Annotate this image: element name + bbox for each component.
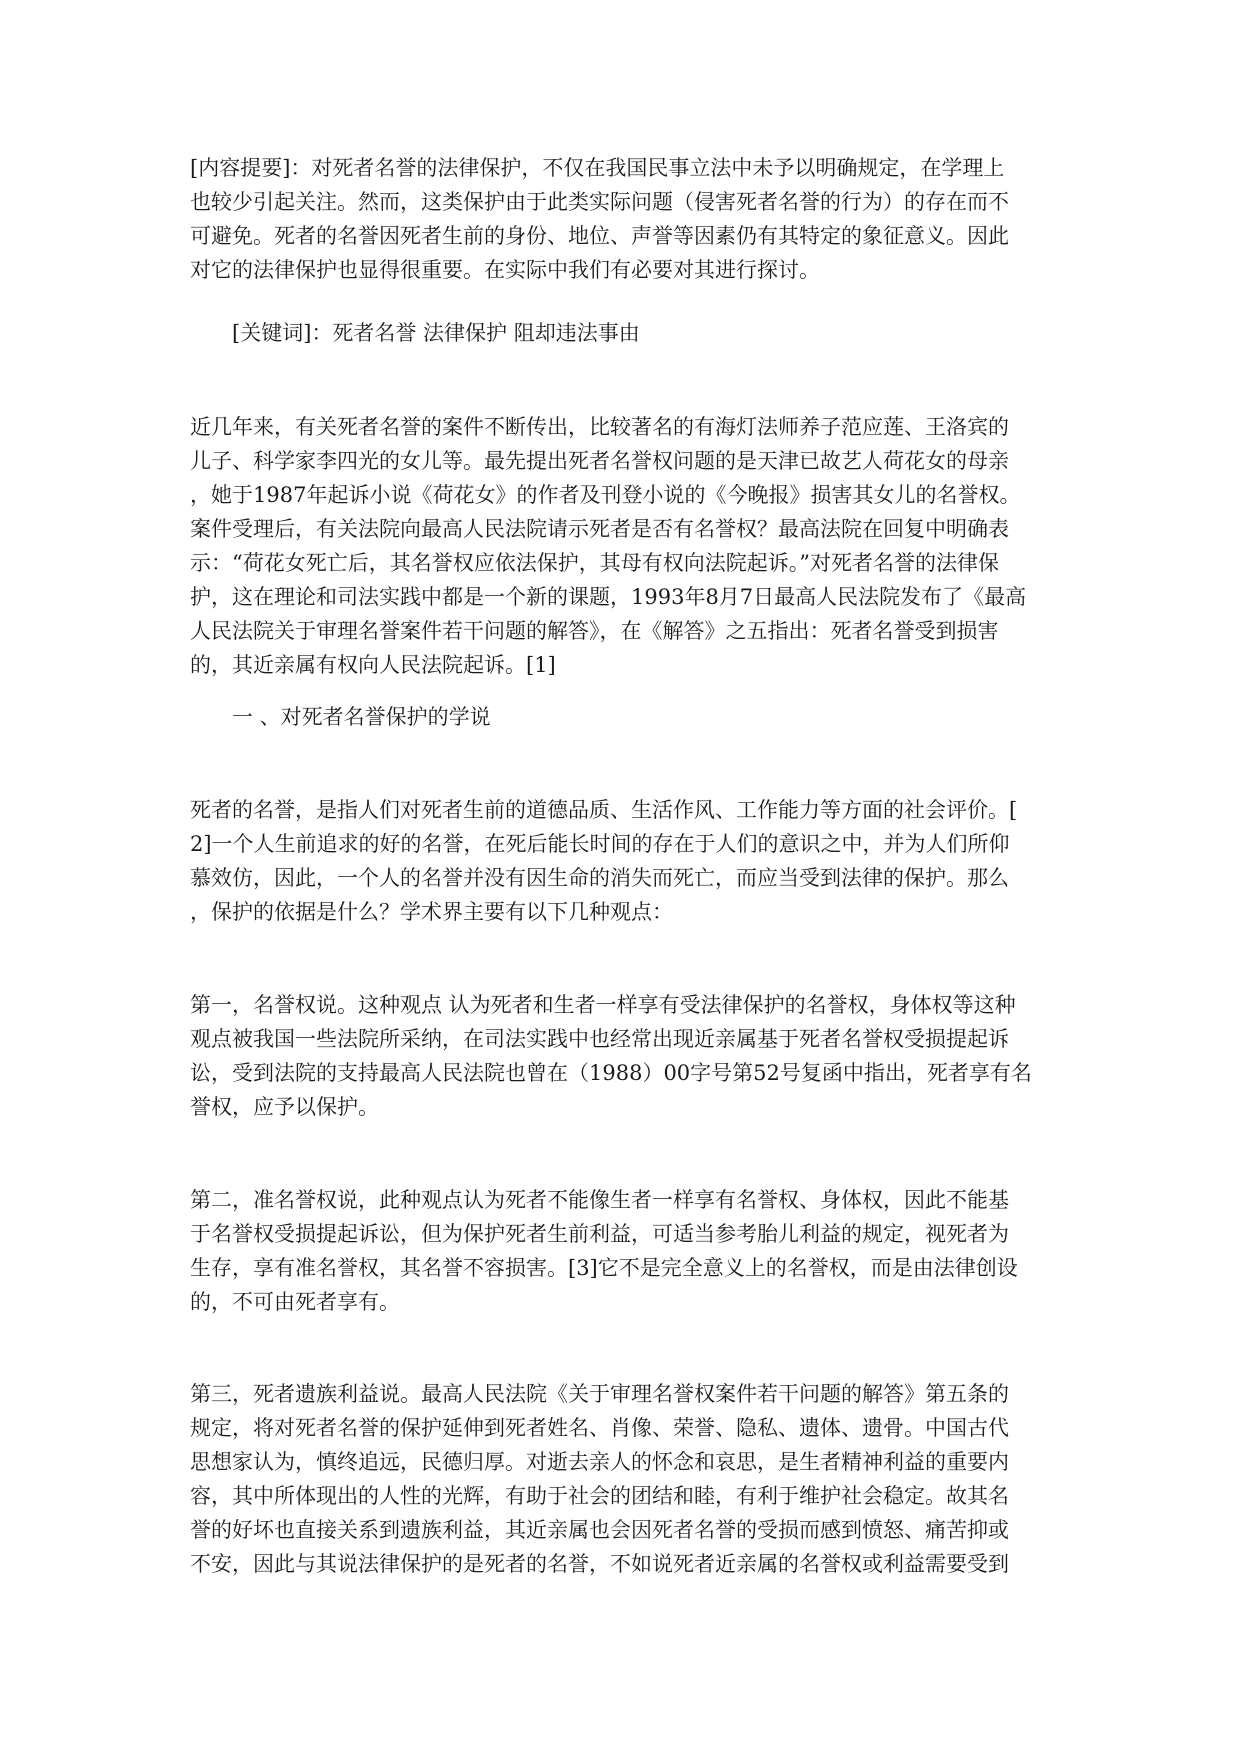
intro-paragraph bbox=[190, 410, 1050, 682]
abstract-line: 也较少引起关注。然而，这类保护由于此类实际问题（侵害死者名誉的行为）的存在而不 bbox=[190, 190, 1009, 214]
view3-line: 第三，死者遗族利益说。最高人民法院《关于审理名誉权案件若干问题的解答》第五条的 bbox=[190, 1382, 1009, 1406]
abstract-line: 可避免。死者的名誉因死者生前的身份、地位、声誉等因素仍有其特定的象征意义。因此 bbox=[190, 224, 1009, 248]
view1-line: 誉权，应予以保护。 bbox=[190, 1095, 379, 1119]
section-heading bbox=[232, 700, 1092, 734]
section-heading-text: 一 、对死者名誉保护的学说 bbox=[232, 705, 491, 729]
view3-line: 誉的好坏也直接关系到遗族利益，其近亲属也会因死者名誉的受损而感到愤怒、痛苦抑或 bbox=[190, 1518, 1009, 1542]
intro-line: 儿子、科学家李四光的女儿等。最先提出死者名誉权问题的是天津已故艺人荷花女的母亲 bbox=[190, 449, 1009, 473]
view2-line: 于名誉权受损提起诉讼，但为保护死者生前利益，可适当参考胎儿利益的规定，视死者为 bbox=[190, 1222, 1009, 1246]
keywords-line bbox=[232, 316, 1092, 350]
intro-line: 案件受理后，有关法院向最高人民法院请示死者是否有名誉权？最高法院在回复中明确表 bbox=[190, 517, 1009, 541]
intro-line: 人民法院关于审理名誉案件若干问题的解答》，在《解答》之五指出：死者名誉受到损害 bbox=[190, 619, 999, 643]
view3-paragraph bbox=[190, 1377, 1050, 1581]
intro-line: 的，其近亲属有权向人民法院起诉。[1] bbox=[190, 653, 556, 677]
view1-line: 观点被我国一些法院所采纳，在司法实践中也经常出现近亲属基于死者名誉权受损提起诉 bbox=[190, 1027, 1009, 1051]
intro-line: ，她于1987年起诉小说《荷花女》的作者及刊登小说的《今晚报》损害其女儿的名誉权。 bbox=[190, 483, 1021, 507]
view3-line: 思想家认为，慎终追远，民德归厚。对逝去亲人的怀念和哀思，是生者精神利益的重要内 bbox=[190, 1450, 1009, 1474]
view3-line: 规定，将对死者名誉的保护延伸到死者姓名、肖像、荣誉、隐私、遗体、遗骨。中国古代 bbox=[190, 1416, 1009, 1440]
definition-line: 2]一个人生前追求的好的名誉，在死后能长时间的存在于人们的意识之中，并为人们所仰 bbox=[190, 832, 1010, 856]
view2-line: 生存，享有准名誉权，其名誉不容损害。[3]它不是完全意义上的名誉权，而是由法律创设 bbox=[190, 1256, 1018, 1280]
view1-line: 讼，受到法院的支持最高人民法院也曾在（1988）00字号第52号复函中指出，死者享有名 bbox=[190, 1061, 1032, 1085]
view2-line: 第二，准名誉权说，此种观点认为死者不能像生者一样享有名誉权、身体权，因此不能基 bbox=[190, 1188, 1009, 1212]
intro-line: 示：“荷花女死亡后，其名誉权应依法保护，其母有权向法院起诉。”对死者名誉的法律保 bbox=[190, 551, 999, 575]
abstract-paragraph bbox=[190, 151, 1050, 287]
keywords-text: [关键词]：死者名誉 法律保护 阻却违法事由 bbox=[232, 321, 640, 345]
view1-paragraph bbox=[190, 988, 1050, 1124]
view2-paragraph bbox=[190, 1183, 1050, 1319]
definition-paragraph bbox=[190, 793, 1050, 929]
view1-line: 第一，名誉权说。这种观点 认为死者和生者一样享有受法律保护的名誉权，身体权等这种 bbox=[190, 993, 1016, 1017]
abstract-line: 对它的法律保护也显得很重要。在实际中我们有必要对其进行探讨。 bbox=[190, 258, 820, 282]
view3-line: 容，其中所体现出的人性的光辉，有助于社会的团结和睦，有利于维护社会稳定。故其名 bbox=[190, 1484, 1009, 1508]
definition-line: ，保护的依据是什么？学术界主要有以下几种观点： bbox=[190, 900, 673, 924]
view3-line: 不安，因此与其说法律保护的是死者的名誉，不如说死者近亲属的名誉权或利益需要受到 bbox=[190, 1552, 1009, 1576]
definition-line: 慕效仿，因此，一个人的名誉并没有因生命的消失而死亡，而应当受到法律的保护。那么 bbox=[190, 866, 1009, 890]
intro-line: 近几年来，有关死者名誉的案件不断传出，比较著名的有海灯法师养子范应莲、王洛宾的 bbox=[190, 415, 1009, 439]
view2-line: 的，不可由死者享有。 bbox=[190, 1290, 400, 1314]
abstract-line: [内容提要]：对死者名誉的法律保护，不仅在我国民事立法中未予以明确规定，在学理上 bbox=[190, 156, 1005, 180]
intro-line: 护，这在理论和司法实践中都是一个新的课题，1993年8月7日最高人民法院发布了《最高 bbox=[190, 585, 1027, 609]
definition-line: 死者的名誉，是指人们对死者生前的道德品质、生活作风、工作能力等方面的社会评价。[ bbox=[190, 798, 1018, 822]
